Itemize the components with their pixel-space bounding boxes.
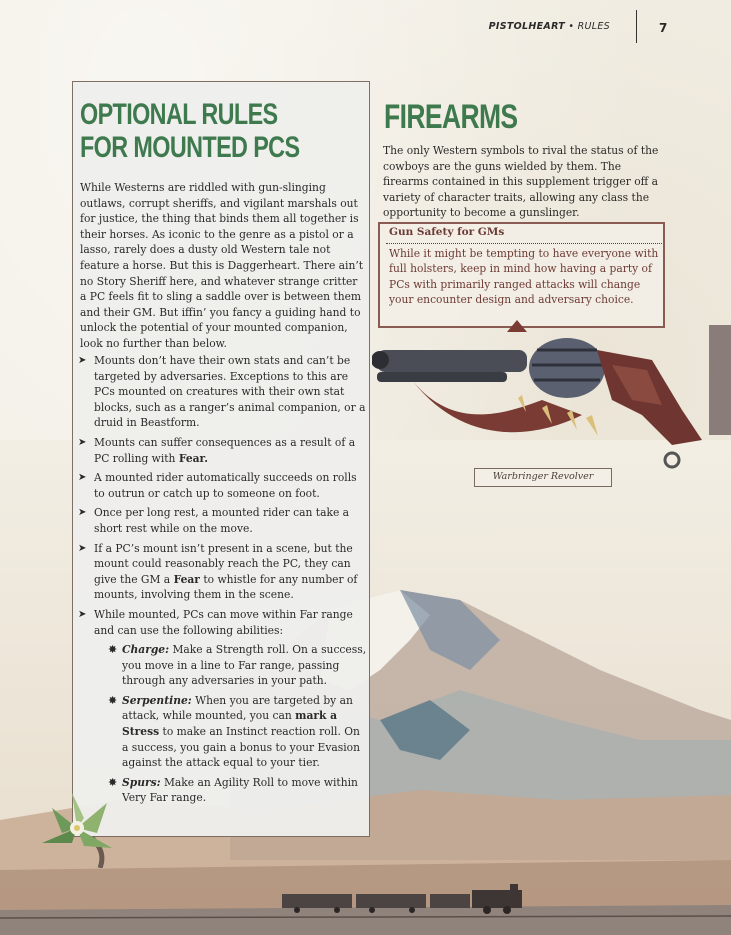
arrow-bullet-icon: ➤	[78, 436, 87, 448]
running-header: PISTOLHEART • RULES	[488, 21, 610, 32]
list-item: ➤ If a PC’s mount isn’t present in a scene, but the mount could reasonably reach the PC, they can give the GM a Fear to whistle for any number of mounts, involving them in the scene.	[78, 541, 358, 602]
chapter-tab	[709, 325, 731, 435]
list-item: ➤ While mounted, PCs can move within Far range and can use the following abilities: ✸ Charge: Make a Strength roll. On a success, you move in a line to Far range, passing through any adversaries in your path. ✸ Serpentine: When you are targeted by an attack, while mounted, you can mark a Stress to make an Instinct reaction roll. On a success, you gain a bonus to your Evasion against the attack equal to your tier. ✸ Spurs: Make an Agility Roll to move within Very Far range.	[78, 607, 367, 805]
list-item: ➤ Once per long rest, a mounted rider can take a short rest while on the move.	[78, 506, 350, 535]
callout-text: While it might be tempting to have everyone with full holsters, keep in mind how having a party of PCs with primarily ranged attacks will change your encounter design and adversary choice.	[389, 247, 659, 307]
list-item: ➤ Mounts don’t have their own stats and can’t be targeted by adversaries. Exceptions to this are PCs mounted on creatures with their own stat blocks, such as a ranger’s animal companion, or a druid in Beastform.	[78, 354, 366, 430]
mounted-abilities-list	[94, 642, 368, 806]
star-bullet-icon: ✸	[108, 775, 118, 789]
star-bullet-icon: ✸	[108, 693, 118, 707]
ability-spurs: ✸ Spurs: Make an Agility Roll to move within Very Far range.	[108, 775, 358, 805]
list-item: ➤ Mounts can suffer consequences as a result of a PC rolling with Fear.	[78, 435, 356, 465]
arrow-bullet-icon: ➤	[78, 507, 87, 519]
arrow-bullet-icon: ➤	[78, 608, 87, 620]
callout-title: Gun Safety for GMs	[389, 226, 505, 238]
header-divider	[636, 10, 637, 43]
callout-divider	[386, 243, 662, 244]
ability-charge: ✸ Charge: Make a Strength roll. On a success, you move in a line to Far range, passing through any adversaries in your path.	[108, 643, 367, 688]
arrow-bullet-icon: ➤	[78, 355, 87, 366]
star-bullet-icon: ✸	[108, 643, 118, 657]
mounted-intro-paragraph: While Westerns are riddled with gun-slinging outlaws, corrupt sheriffs, and vigilant marshals out for justice, the thing that binds them all together is their horses. As iconic to the genre as a pistol or a lasso, rarely does a dusty old Western tale not feature a horse. But this is Daggerheart. There ain’t no Story Sheriff here, and whatever strange critter a PC feels fit to sling a saddle over is between them and their GM. But iffin’ you fancy a guiding hand to unlock the potential of your mounted companion, look no further than below.	[80, 181, 364, 350]
arrow-bullet-icon: ➤	[78, 472, 87, 484]
image-caption: Warbringer Revolver	[474, 468, 612, 487]
firearms-heading: FIREARMS	[384, 98, 518, 136]
mounted-rules-heading: OPTIONAL RULES FOR MOUNTED PCS	[80, 98, 300, 164]
firearms-paragraph: The only Western symbols to rival the status of the cowboys are the guns wielded by them. The firearms contained in this supplement trigger off a variety of character traits, allowing any class the opportunity to become a gunslinger.	[383, 144, 659, 220]
flower-ornament-icon	[32, 788, 127, 868]
ability-serpentine: ✸ Serpentine: When you are targeted by an attack, while mounted, you can mark a Stress to make an Instinct reaction roll. On a success, you gain a bonus to your Evasion against the attack equal to your tier.	[108, 693, 360, 770]
page-number: 7	[659, 21, 668, 35]
list-item: ➤ A mounted rider automatically succeeds on rolls to outrun or catch up to someone on foot.	[78, 471, 357, 500]
train-silhouette	[282, 884, 542, 914]
arrow-bullet-icon: ➤	[78, 542, 87, 554]
revolver-illustration	[372, 320, 707, 470]
mounted-rules-list	[78, 353, 368, 810]
